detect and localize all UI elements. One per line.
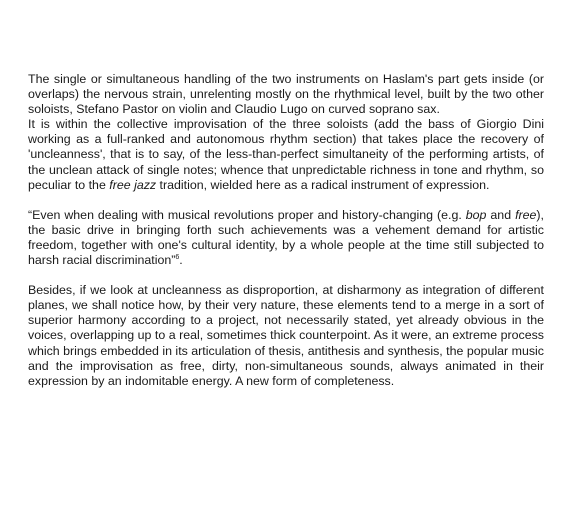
paragraph-2-text-b: tradition, wielded here as a radical instrument of expression.: [156, 177, 490, 192]
paragraph-haslam-instruments: The single or simultaneous handling of the two instruments on Haslam's part gets inside (or overlaps) the nervous strain, unrelenting mostly on the rhythmical level, built by the two other soloists, Stefano Pastor on violin and Claudio Lugo on curved soprano sax.: [28, 72, 544, 117]
paragraph-2-text-a: It is within the collective improvisation of the three soloists (add the bass of Giorgio Dini working as a full-ranked and autonomous rhythm section) that takes place the recovery of 'uncleanness', that is to say, of the less-than-perfect simultaneity of the performing artists, of the unclean attack of single notes; whence that unpredictable richness in tone and rhythm, so peculiar to the: [28, 117, 544, 192]
free-jazz-term: free jazz: [109, 177, 157, 192]
paragraph-collective-improvisation: [28, 117, 544, 192]
free-term: free: [515, 207, 537, 222]
bop-term: bop: [465, 207, 487, 222]
paragraph-spacer: [28, 268, 544, 283]
footnote-marker: 6: [175, 253, 180, 261]
quote-text-c: ), the basic drive in bringing forth such achievements was a vehement demand for artistic freedom, together with one's cultural identity, by a whole people at the time still subjected to harsh racial discrimination”: [28, 207, 544, 268]
quote-text-b: and: [486, 207, 516, 222]
quote-text-d: .: [179, 253, 183, 268]
body-text: [28, 72, 544, 389]
quote-text-a: “Even when dealing with musical revolutions proper and history-changing (e.g.: [28, 207, 466, 222]
paragraph-spacer: [28, 193, 544, 208]
quotation-paragraph: [28, 208, 544, 268]
paragraph-uncleanness-disproportion: Besides, if we look at uncleanness as disproportion, at disharmony as integration of different planes, we shall notice how, by their very nature, these elements tend to a merge in a sort of superior harmony according to a project, not necessarily stated, yet already obvious in the voices, overlapping up to a real, sometimes thick counterpoint. As it were, an extreme process which brings embedded in its articulation of thesis, antithesis and synthesis, the popular music and the improvisation as free, dirty, non-simultaneous sounds, always animated in their expression by an indomitable energy. A new form of completeness.: [28, 283, 544, 388]
